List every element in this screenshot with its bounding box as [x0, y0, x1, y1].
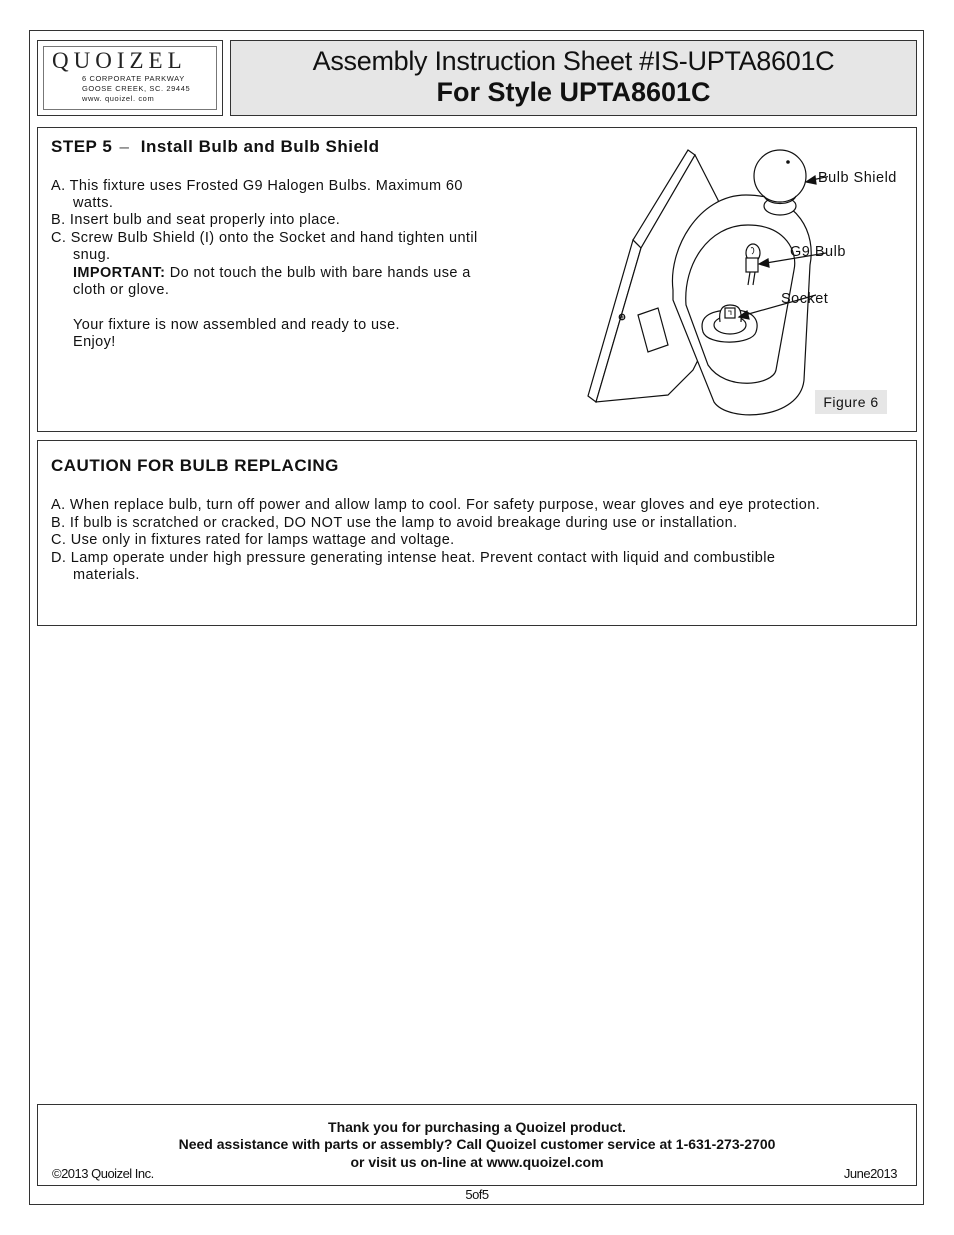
thank-you-line: Thank you for purchasing a Quoizel product.: [328, 1119, 626, 1135]
important-text: Do not touch the bulb with bare hands use a: [165, 265, 471, 281]
caution-line: D. Lamp operate under high pressure generating intense heat. Prevent contact with liquid and combustible: [51, 550, 776, 566]
website-line: or visit us on-line at www.quoizel.com: [350, 1154, 604, 1170]
step-separator: –: [119, 137, 130, 156]
socket-callout: Socket: [781, 291, 829, 307]
bulb-shield-callout: Bulb Shield: [818, 170, 897, 186]
company-logo-box: [37, 40, 223, 116]
closing-line: Your fixture is now assembled and ready to use.: [73, 317, 400, 333]
instruction-line: watts.: [73, 195, 114, 211]
style-title: For Style UPTA8601C: [436, 77, 711, 107]
important-note: [73, 265, 471, 281]
bulb-shield-arrowhead: [806, 176, 816, 184]
step-5-heading: [51, 137, 380, 157]
shield-highlight: [787, 161, 789, 163]
important-note-cont: cloth or glove.: [73, 282, 170, 298]
copyright: ©2013 Quoizel Inc.: [52, 1166, 154, 1181]
page-number: 5of5: [465, 1187, 489, 1202]
support-line: Need assistance with parts or assembly? Call Quoizel customer service at 1-631-273-2700: [178, 1136, 776, 1152]
closing-line: Enjoy!: [73, 334, 116, 350]
caution-line: B. If bulb is scratched or cracked, DO NOT use the lamp to avoid breakage during use or installation.: [51, 515, 738, 531]
instruction-line: B. Insert bulb and seat properly into place.: [51, 212, 341, 228]
document-title: Assembly Instruction Sheet #IS-UPTA8601C: [312, 46, 835, 76]
step-5-section: [37, 127, 917, 432]
caution-section: [37, 440, 917, 626]
address-line-1: 6 CORPORATE PARKWAY: [82, 74, 185, 83]
caution-heading: CAUTION FOR BULB REPLACING: [51, 456, 339, 475]
figure-label: Figure 6: [815, 390, 887, 414]
instruction-line: snug.: [73, 247, 111, 263]
instruction-line: A. This fixture uses Frosted G9 Halogen Bulbs. Maximum 60: [51, 178, 463, 194]
website-line: www. quoizel. com: [82, 94, 155, 103]
footer-box: [37, 1104, 917, 1186]
socket-contact: [725, 308, 735, 318]
instruction-line: C. Screw Bulb Shield (I) onto the Socket and hand tighten until: [51, 230, 478, 246]
bulb-shield-icon: [754, 150, 806, 202]
g9-bulb-callout: G9 Bulb: [790, 244, 846, 260]
important-label: IMPORTANT:: [73, 265, 166, 281]
caution-line: materials.: [73, 567, 140, 583]
address-line-2: GOOSE CREEK, SC. 29445: [82, 84, 191, 93]
caution-line: A. When replace bulb, turn off power and allow lamp to cool. For safety purpose, wear gloves and eye protection.: [51, 497, 821, 513]
revision-date: June2013: [843, 1166, 897, 1181]
title-box: [230, 40, 917, 116]
step-title: Install Bulb and Bulb Shield: [140, 137, 380, 156]
step-label: STEP 5: [51, 137, 113, 156]
fixture-illustration: [548, 140, 828, 420]
g9-bulb-base: [746, 258, 758, 272]
brand-logo: QUOIZEL: [52, 48, 187, 73]
caution-line: C. Use only in fixtures rated for lamps wattage and voltage.: [51, 532, 455, 548]
